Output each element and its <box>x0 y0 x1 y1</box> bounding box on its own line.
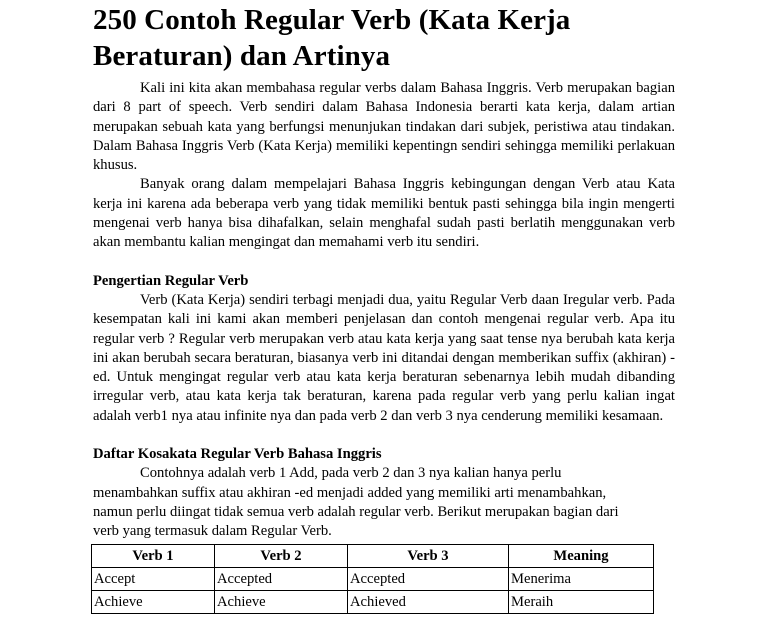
section-heading-pengertian: Pengertian Regular Verb <box>93 272 249 289</box>
table-cell: Meraih <box>509 590 654 613</box>
text-line: namun perlu diingat tidak semua verb adalah regular verb. Berikut merupakan bagian dari <box>93 503 619 520</box>
table-cell: Menerima <box>509 567 654 590</box>
intro-paragraph-2: Banyak orang dalam mempelajari Bahasa Inggris kebingungan dengan Verb atau Kata kerja ini karena ada beberapa verb yang tidak memiliki bentuk pasti sehingga bila ingin mengerti mengenai verb hanya bisa dihafalkan, selain menghafal sudah pasti berlatih menggunakan verb akan membantu kalian mengingat dan memahami verb itu sendiri. <box>93 176 675 251</box>
text-line: Contohnya adalah verb 1 Add, pada verb 2 dan 3 nya kalian hanya perlu <box>140 465 562 482</box>
spacer <box>93 253 675 272</box>
table-row <box>92 567 654 590</box>
verb-table <box>91 544 654 614</box>
column-header-meaning: Meaning <box>509 544 654 567</box>
table-cell: Achieve <box>92 590 215 613</box>
document-page <box>93 0 675 614</box>
intro-paragraph-1: Kali ini kita akan membahasa regular verbs dalam Bahasa Inggris. Verb merupakan bagian dari 8 part of speech. Verb sendiri dalam Bahasa Indonesia berarti kata kerja, dalam artian merupakan sebuah kata yang berfungsi menunjukan tindakan dari subjek, peristiwa atau tindakan. Dalam Bahasa Inggris Verb (Kata Kerja) memiliki kepentingn sendiri sehingga memiliki perlakuan khusus. <box>93 80 675 174</box>
section-paragraph-daftar <box>93 464 675 541</box>
page-title: 250 Contoh Regular Verb (Kata Kerja Beraturan) dan Artinya <box>93 4 571 72</box>
column-header-verb2: Verb 2 <box>215 544 348 567</box>
table-cell: Achieve <box>215 590 348 613</box>
column-header-verb3: Verb 3 <box>348 544 509 567</box>
spacer <box>93 426 675 445</box>
table-cell: Accept <box>92 567 215 590</box>
table-header-row <box>92 544 654 567</box>
column-header-verb1: Verb 1 <box>92 544 215 567</box>
table-row <box>92 590 654 613</box>
table-cell: Achieved <box>348 590 509 613</box>
section-paragraph-pengertian: Verb (Kata Kerja) sendiri terbagi menjadi dua, yaitu Regular Verb daan Iregular verb. Pada kesempatan kali ini kami akan memberi penjelasan dan contoh mengenai regular verb. Apa itu regular verb ? Regular verb merupakan verb atau kata kerja yang saat tense nya berubah kata kerja ini akan berubah secara beraturan, biasanya verb ini ditandai dengan memberikan suffix (akhiran) -ed. Untuk mengingat regular verb atau kata kerja beraturan sebenarnya lebih mudah dibanding irregular verb, atau kata kerja tak beraturan, karena pada regular verb yang perlu kalian ingat adalah verb1 nya atau infinite nya dan pada verb 2 dan verb 3 nya cenderung memiliki kesamaan. <box>93 291 675 424</box>
table-cell: Accepted <box>348 567 509 590</box>
text-line: verb yang termasuk dalam Regular Verb. <box>93 523 332 540</box>
table-cell: Accepted <box>215 567 348 590</box>
text-line: menambahkan suffix atau akhiran -ed menjadi added yang memiliki arti menambahkan, <box>93 484 607 501</box>
section-heading-daftar: Daftar Kosakata Regular Verb Bahasa Inggris <box>93 446 382 463</box>
